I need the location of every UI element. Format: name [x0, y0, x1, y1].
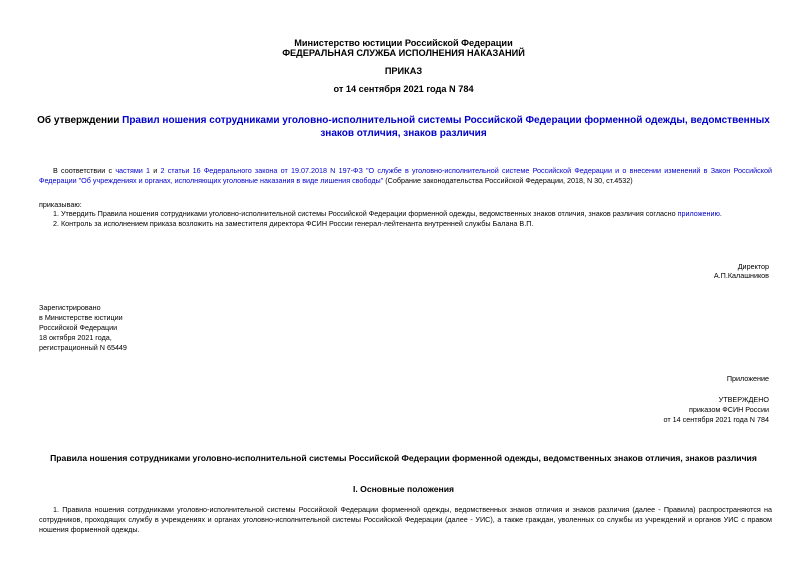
order-item-1-end: .: [719, 209, 722, 218]
doc-type: ПРИКАЗ: [384, 66, 423, 76]
order-item-1-text: 1. Утвердить Правила ношения сотрудниками уголовно-исполнительной системы Российской Федерации форменной одежды, ведомственных знаков отличия, знаков различия согласно: [53, 209, 678, 218]
registration-line: Зарегистрировано: [39, 303, 101, 312]
registration-line: в Министерстве юстиции: [39, 313, 123, 322]
approved-date: от 14 сентября 2021 года N 784: [663, 415, 769, 424]
law-link-article16[interactable]: 2 статьи 16 Федерального закона от 19.07.2018 N 197-ФЗ "О службе в уголовно-исполнительной системе Российской Федерации и о внесении изменений в Закон Российской Федерации "Об учреждениях и органах, исполняющих уголовные наказания в виде лишения свободы": [39, 166, 772, 185]
registration-block: [39, 303, 127, 353]
approved-by-order: приказом ФСИН России: [689, 405, 769, 414]
title-prefix: Об утверждении: [37, 115, 123, 126]
order-item-1: [53, 209, 773, 219]
appendix-label: Приложение: [726, 374, 769, 383]
preamble-paragraph: [39, 166, 772, 186]
preamble-text-1: В соответствии с: [53, 166, 116, 175]
preamble-text-2: и: [150, 166, 161, 175]
registration-line: регистрационный N 65449: [39, 343, 127, 352]
signer-position: Директор: [737, 262, 769, 271]
order-word: приказываю:: [39, 200, 82, 209]
signer-name: А.П.Калашников: [713, 271, 769, 280]
registration-line: Российской Федерации: [39, 323, 118, 332]
ministry-name: Министерство юстиции Российской Федерации: [294, 38, 513, 48]
document-title: [30, 114, 777, 140]
appendix-link[interactable]: приложению: [677, 209, 720, 218]
law-link-part1[interactable]: частями 1: [115, 166, 151, 175]
rules-title: Правила ношения сотрудниками уголовно-исполнительной системы Российской Федерации форменной одежды, ведомственных знаков отличия, знаков различия: [50, 453, 757, 463]
approved-label: УТВЕРЖДЕНО: [718, 395, 769, 404]
title-link[interactable]: Правил ношения сотрудниками уголовно-исполнительной системы Российской Федерации форменной одежды, ведомственных знаков отличия, знаков различия: [122, 115, 770, 139]
service-name: ФЕДЕРАЛЬНАЯ СЛУЖБА ИСПОЛНЕНИЯ НАКАЗАНИЙ: [282, 48, 525, 58]
doc-date: от 14 сентября 2021 года N 784: [333, 84, 474, 94]
order-item-2: 2. Контроль за исполнением приказа возложить на заместителя директора ФСИН России генерал-лейтенанта внутренней службы Балана В.П.: [53, 219, 534, 228]
preamble-text-3: (Собрание законодательства Российской Федерации, 2018, N 30, ст.4532): [383, 176, 633, 185]
section-heading: I. Основные положения: [352, 484, 454, 494]
registration-line: 18 октября 2021 года,: [39, 333, 112, 342]
rules-paragraph-1: 1. Правила ношения сотрудниками уголовно-исполнительной системы Российской Федерации форменной одежды, ведомственных знаков отличия и знаков различия (далее - Правила) распространяются на сотрудников, проходящих службу в учреждениях и органах уголовно-исполнительной системы Российской Федерации (далее - УИС), а также граждан, уволенных со службы из учреждений и органов УИС с правом ношения форменной одежды.: [39, 505, 772, 534]
